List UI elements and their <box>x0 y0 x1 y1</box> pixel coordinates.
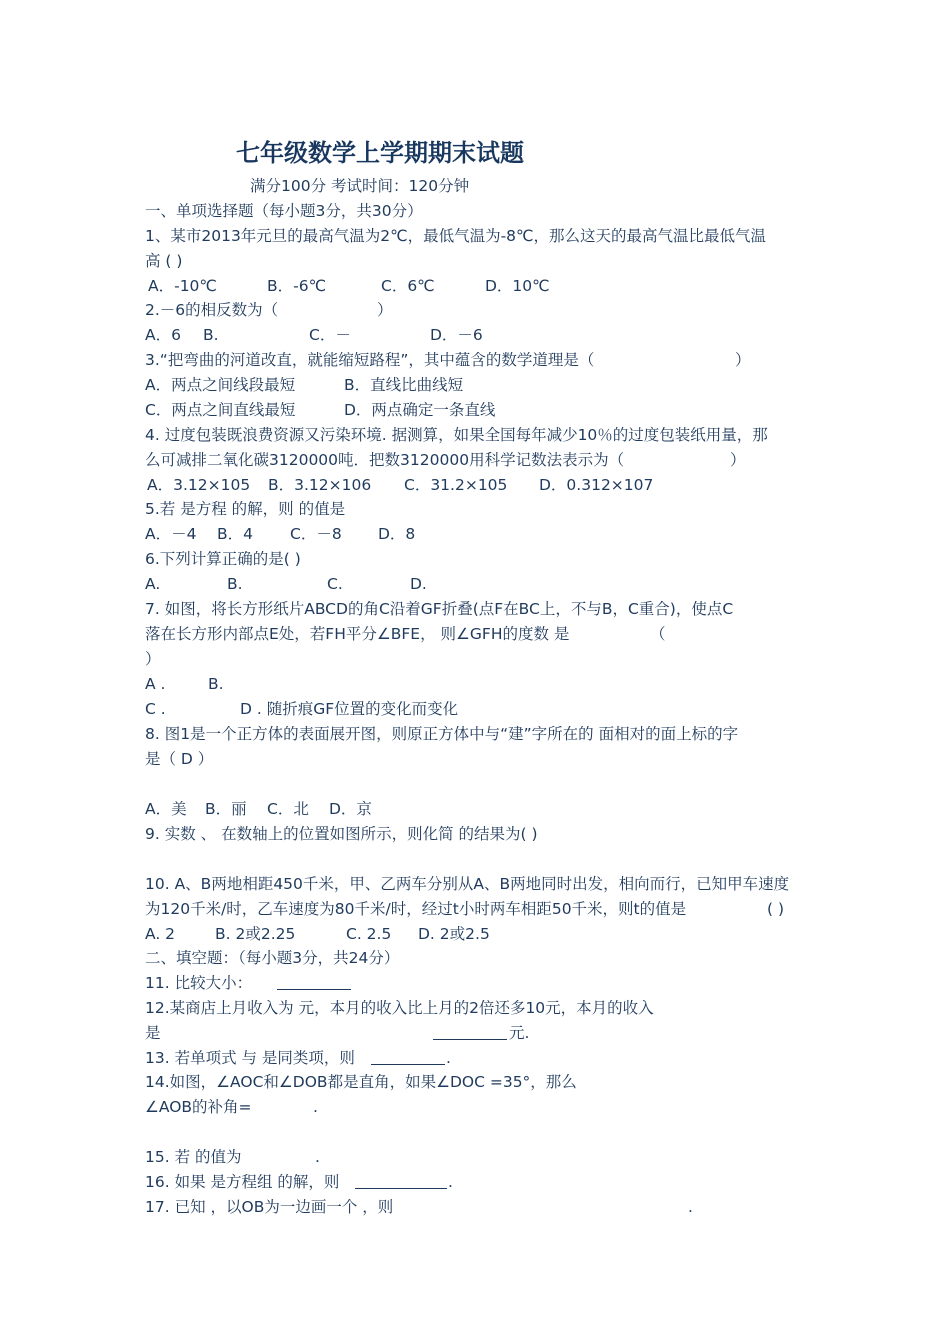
question-8-stem-cont: 是（ D ） <box>145 750 214 768</box>
answer-blank[interactable] <box>277 973 351 990</box>
option-a: A．6 <box>145 326 181 344</box>
answer-blank[interactable] <box>355 1172 447 1189</box>
option-d: D．10℃ <box>485 277 550 295</box>
option-b: B. <box>227 575 243 593</box>
option-d: D．京 <box>329 800 372 818</box>
option-a: A．-10℃ <box>148 277 217 295</box>
option-b: B．直线比曲线短 <box>344 376 464 394</box>
option-a: A．美 <box>145 800 187 818</box>
question-7-paren-close: ） <box>145 650 161 668</box>
option-c: C．6℃ <box>381 277 435 295</box>
option-c: C．北 <box>267 800 309 818</box>
question-1-stem-cont: 高 ( ) <box>145 252 183 270</box>
option-b: B. 2或2.25 <box>215 925 296 943</box>
option-d: D．0.312×107 <box>539 476 654 494</box>
option-c: C. <box>327 575 343 593</box>
option-c: C . <box>145 700 166 718</box>
option-d: D．－6 <box>430 326 483 344</box>
question-12-stem: 12.某商店上月收入为 元，本月的收入比上月的2倍还多10元，本月的收入 <box>145 999 654 1017</box>
option-a: A. <box>145 575 161 593</box>
option-a: A. 2 <box>145 925 176 943</box>
section-heading-fill: 二、填空题：（每小题3分，共24分） <box>145 949 400 967</box>
answer-blank[interactable] <box>433 1023 507 1040</box>
option-c: C．31.2×105 <box>404 476 508 494</box>
question-5-stem: 5.若 是方程 的解，则 的值是 <box>145 500 346 518</box>
option-a: A．3.12×105 <box>147 476 251 494</box>
option-d: D．两点确定一条直线 <box>344 401 496 419</box>
option-b: B. <box>203 326 219 344</box>
option-d: D. 2或2.5 <box>418 925 490 943</box>
option-b: B．-6℃ <box>267 277 326 295</box>
option-c: C. 2.5 <box>346 925 392 943</box>
option-d: D. <box>410 575 427 593</box>
question-1-stem: 1、某市2013年元旦的最高气温为2℃，最低气温为-8℃，那么这天的最高气温比最低气温 <box>145 227 766 245</box>
option-c: C．－ <box>309 326 351 344</box>
option-c: C．－8 <box>290 525 342 543</box>
option-b: B．3.12×106 <box>268 476 372 494</box>
exam-info: 满分100分 考试时间：120分钟 <box>250 177 470 195</box>
answer-blank[interactable] <box>371 1048 445 1065</box>
option-c: C．两点之间直线最短 <box>145 401 296 419</box>
page-title: 七年级数学上学期期末试题 <box>236 138 524 167</box>
question-4-stem: 4. 过度包装既浪费资源又污染环境. 据测算，如果全国每年减少10％的过度包装纸用量，那 <box>145 426 768 444</box>
option-d: D．8 <box>378 525 416 543</box>
option-b: B．4 <box>217 525 253 543</box>
option-b: B. <box>208 675 224 693</box>
option-a: A . <box>145 675 166 693</box>
option-d: D . 随折痕GF位置的变化而变化 <box>240 700 459 718</box>
question-14-stem: 14.如图，∠AOC和∠DOB都是直角，如果∠DOC =35°，那么 <box>145 1073 577 1091</box>
question-7-stem: 7. 如图，将长方形纸片ABCD的角C沿着GF折叠(点F在BC上，不与B，C重合)，使点C <box>145 600 734 618</box>
option-a: A．两点之间线段最短 <box>145 376 296 394</box>
question-10-stem: 10. A、B两地相距450千米，甲、乙两车分别从A、B两地同时出发，相向而行，已知甲车速度 <box>145 875 790 893</box>
exam-page: 七年级数学上学期期末试题 满分100分 考试时间：120分钟 一、单项选择题（每小题3分，共30分） 1、某市2013年元旦的最高气温为2℃，最低气温为-8℃，那么这天的最高气温比最低气温 高 ( ) A．-10℃ B．-6℃ C．6℃ D．10℃ 2.－6的相反数为（ ） A．6 B. C．－ D．－6 3.“把弯曲的河道改直，就能缩短路程”，其中蕴含的数学道理是（ ） A．两点之间线段最短 B．直线比曲线短 C．两点之间直线最短 D．两点确定一条直线 4. 过度包装既浪费资源又污染环境. 据测算，如果全国每年减少10％的过度包装纸用量，那 么可减排二氧化碳3120000吨．把数3120000用科学记数法表示为（ ） A．3.12×105 B．3.12×106 C．31.2×105 D．0.312×107 5.若 是方程 的解，则 的值是 A．－4 B．4 C．－8 D．8 6.下列计算正确的是( ) A. B. C. D. 7. 如图，将长方形纸片ABCD的角C沿着GF折叠(点F在BC上，不与B，C重合)，使点C 落在长方形内部点E处，若FH平分∠BFE， 则∠GFH的度数 是 （ ） A . B. C . D . 随折痕GF位置的变化而变化 8. 图1是一个正方体的表面展开图，则原正方体中与“建”字所在的 面相对的面上标的字 是（ D ） A．美 B．丽 C．北 D．京 9. 实数 、 在数轴上的位置如图所示，则化简 的结果为( ) 10. A、B两地相距450千米，甲、乙两车分别从A、B两地同时出发，相向而行，已知甲车速度 为120千米/时，乙车速度为80千米/时，经过t小时两车相距50千米，则t的值是 ( ) A. 2 B. 2或2.25 C. 2.5 D. 2或2.5 二、填空题：（每小题3分，共24分） 11. 比较大小： 12.某商店上月收入为 元，本月的收入比上月的2倍还多10元，本月的收入 是 元. 13. 若单项式 与 是同类项，则 . 14.如图，∠AOC和∠DOB都是直角，如果∠DOC =35°，那么 ∠AOB的补角= . 15. 若 的值为 . 16. 如果 是方程组 的解，则 . 17. 已知 ，以OB为一边画一个 ，则 . <box>0 0 950 1344</box>
option-b: B．丽 <box>205 800 247 818</box>
question-9-stem: 9. 实数 、 在数轴上的位置如图所示，则化简 的结果为( ) <box>145 825 538 843</box>
section-heading-choice: 一、单项选择题（每小题3分，共30分） <box>145 202 423 220</box>
option-a: A．－4 <box>145 525 197 543</box>
question-8-stem: 8. 图1是一个正方体的表面展开图，则原正方体中与“建”字所在的 面相对的面上标的字 <box>145 725 739 743</box>
question-6-stem: 6.下列计算正确的是( ) <box>145 550 301 568</box>
